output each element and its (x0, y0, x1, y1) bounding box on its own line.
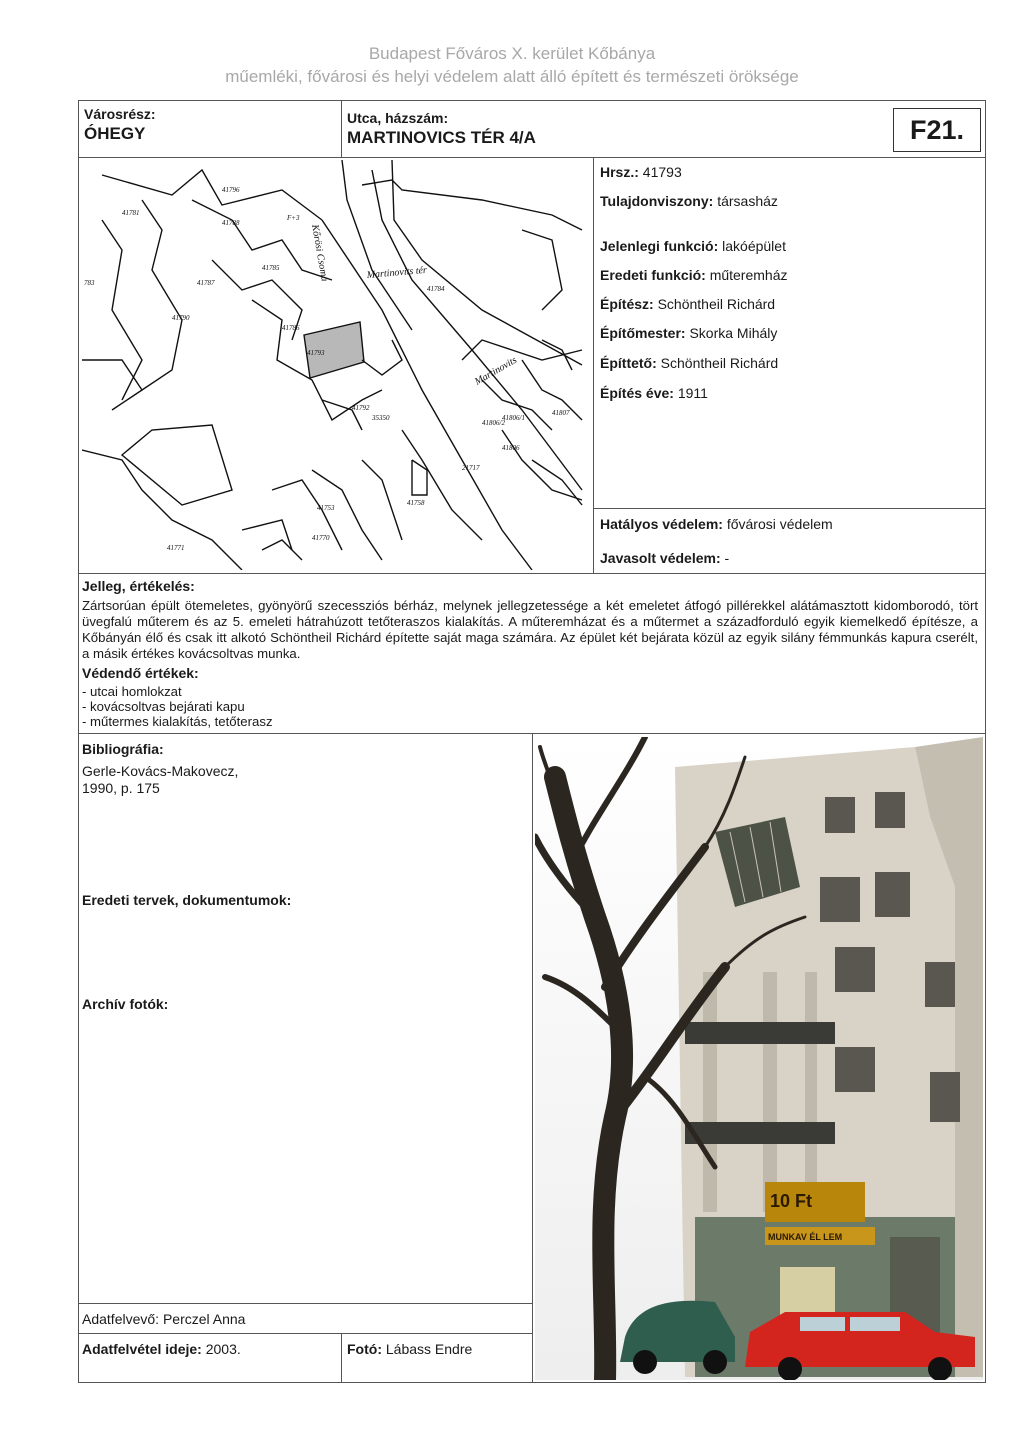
map-street-label: Martinovits tér (366, 264, 428, 281)
hrsz-row: Hrsz.: 41793 (600, 164, 682, 180)
character-heading: Jelleg, értékelés: (82, 578, 195, 594)
district-value: ÓHEGY (84, 124, 146, 143)
footer-col-divider (341, 1333, 342, 1383)
year-row: Építés éve: 1911 (600, 385, 708, 401)
bibliography-line2: 1990, p. 175 (82, 780, 160, 796)
svg-text:41787: 41787 (197, 279, 215, 287)
map-bottom-divider (78, 573, 986, 574)
page-header-line2: műemléki, fővárosi és helyi védelem alatt álló épített és természeti öröksége (225, 67, 799, 86)
photo-credit-row: Fotó: Lábass Endre (347, 1341, 473, 1357)
cadastral-map (82, 160, 590, 570)
svg-text:41770: 41770 (312, 534, 330, 542)
svg-text:41785: 41785 (262, 264, 280, 272)
bibliography-line1: Gerle-Kovács-Makovecz, (82, 763, 239, 779)
street-label: Utca, házszám: (347, 110, 449, 126)
street-value: MARTINOVICS TÉR 4/A (347, 128, 536, 147)
date-row: Adatfelvétel ideje: 2003. (82, 1341, 241, 1357)
current-function-row: Jelenlegi funkció: lakóépület (600, 238, 786, 254)
values-heading: Védendő értékek: (82, 665, 199, 681)
svg-text:21717: 21717 (462, 464, 480, 472)
footer-divider (78, 1303, 532, 1304)
svg-text:783: 783 (84, 279, 95, 287)
protection-row: Hatályos védelem: fővárosi védelem (600, 516, 833, 532)
svg-text:41781: 41781 (122, 209, 140, 217)
building-photo (535, 737, 983, 1380)
values-item: - kovácsoltvas bejárati kapu (82, 699, 245, 714)
svg-text:41786: 41786 (282, 324, 300, 332)
svg-text:41807: 41807 (552, 409, 570, 417)
original-function-row: Eredeti funkció: műteremház (600, 267, 788, 283)
footer-divider-2 (78, 1333, 532, 1334)
svg-text:10 Ft: 10 Ft (770, 1191, 813, 1211)
district-label: Városrész: (84, 106, 156, 122)
svg-text:41753: 41753 (317, 504, 335, 512)
svg-text:F+3: F+3 (287, 214, 300, 222)
svg-text:41806: 41806 (502, 444, 520, 452)
photo-divider (532, 733, 533, 1383)
svg-text:41806/2: 41806/2 (482, 419, 505, 427)
svg-text:41790: 41790 (172, 314, 190, 322)
values-item: - műtermes kialakítás, tetőterasz (82, 714, 273, 729)
record-code: F21. (893, 108, 981, 152)
builder-row: Építőmester: Skorka Mihály (600, 325, 778, 341)
svg-text:41788: 41788 (222, 219, 240, 227)
svg-text:MUNKAV ÉL LEM: MUNKAV ÉL LEM (768, 1232, 843, 1242)
architect-row: Építész: Schöntheil Richárd (600, 296, 776, 312)
archive-heading: Archív fotók: (82, 996, 169, 1012)
proposed-protection-row: Javasolt védelem: - (600, 550, 730, 566)
top-col-divider (341, 100, 342, 157)
svg-text:41806/1: 41806/1 (502, 414, 525, 422)
developer-row: Építtető: Schöntheil Richárd (600, 355, 779, 371)
svg-text:41771: 41771 (167, 544, 185, 552)
protection-divider (593, 508, 986, 509)
page-header-line1: Budapest Főváros X. kerület Kőbánya (368, 44, 656, 63)
map-street-label-3: Kőrösi Csoma (309, 223, 330, 283)
svg-text:41758: 41758 (407, 499, 425, 507)
map-street-label-2: Martinovits (473, 354, 519, 388)
collector-row: Adatfelvevő: Perczel Anna (82, 1311, 246, 1327)
values-item: - utcai homlokzat (82, 684, 182, 699)
ownership-row: Tulajdonviszony: társasház (600, 193, 778, 209)
map-info-divider (593, 157, 594, 573)
bibliography-heading: Bibliográfia: (82, 741, 164, 757)
character-text: Zártsorúan épült ötemeletes, gyönyörű szecessziós bérház, melynek jellegzetessége a két emeletet átfogó pillérekkel alátámasztott kidomborodó, tört üvegfalú műterem és az 5. emeleti hátrahúzott tetőteraszos kialakítás. A műteremházat és a műtermet a századforduló egyik kiemelkedő építésze, a Kőbányán élő és csak itt alkotó Schöntheil Richárd építette saját maga számára. Az épület két bejárata közül az egyik silány fémmunkás kapura cserélt, a másik értékes kovácsoltvas munka. (82, 598, 978, 661)
svg-text:35350: 35350 (372, 414, 390, 422)
values-list (82, 684, 273, 729)
svg-text:41784: 41784 (427, 285, 445, 293)
svg-text:41796: 41796 (222, 186, 240, 194)
svg-text:41793: 41793 (307, 349, 325, 357)
top-row-divider (78, 157, 986, 158)
svg-text:41792: 41792 (352, 404, 370, 412)
plans-heading: Eredeti tervek, dokumentumok: (82, 892, 292, 908)
